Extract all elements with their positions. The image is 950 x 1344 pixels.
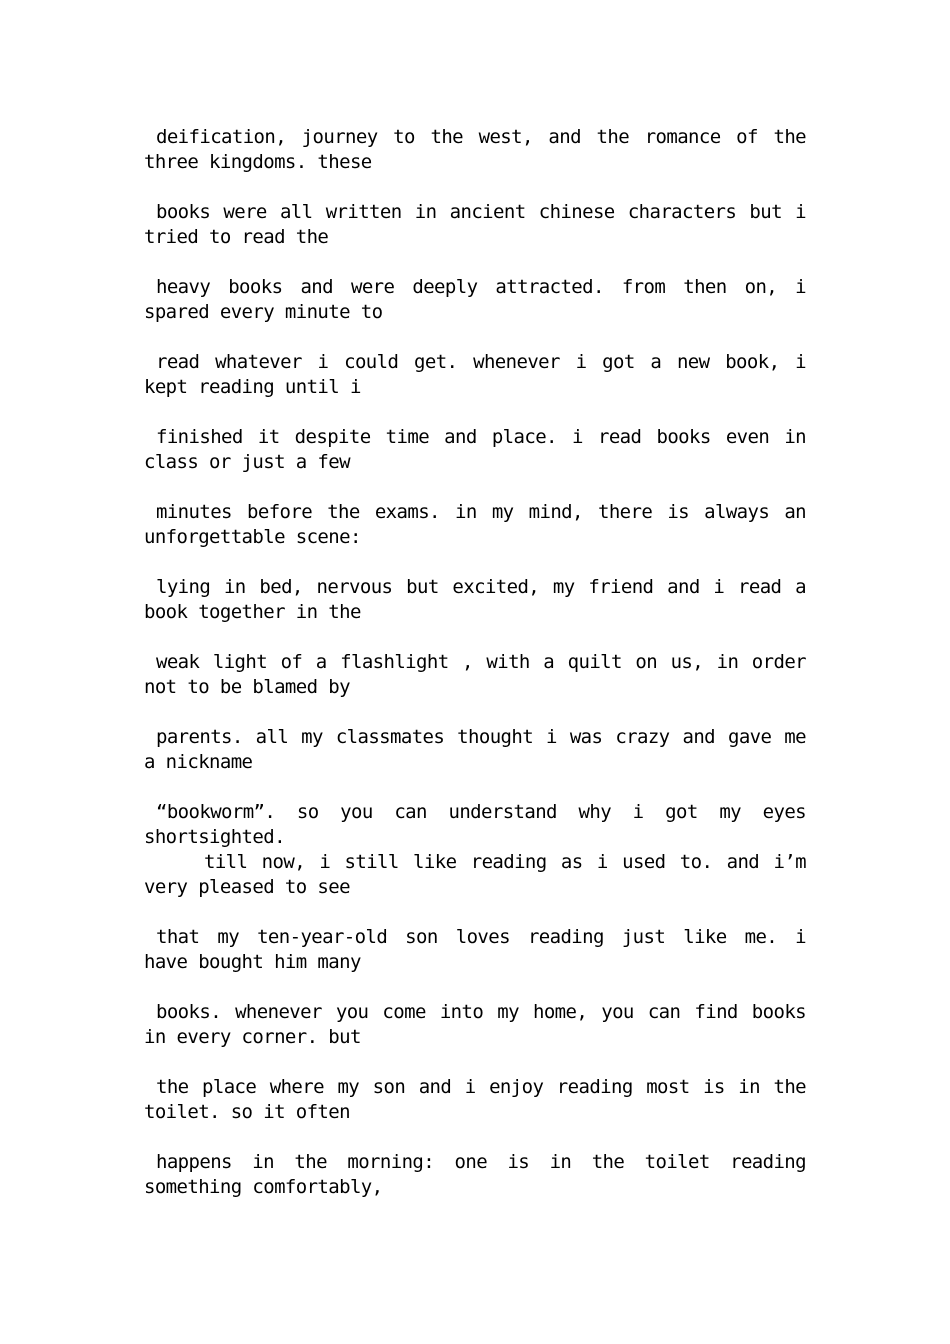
paragraph-15 — [144, 1150, 806, 1200]
paragraph-line: not to be blamed by — [144, 676, 350, 698]
paragraph-line: till now, i still like reading as i used to. and i’m — [204, 851, 806, 873]
paragraph-4 — [144, 350, 806, 400]
paragraph-line: parents. all my classmates thought i was crazy and gave me — [156, 726, 806, 748]
paragraph-line: shortsighted. — [144, 826, 285, 848]
paragraph-13 — [144, 1000, 806, 1050]
paragraph-line: that my ten-year-old son loves reading just like me. i — [156, 926, 806, 948]
paragraph-line: spared every minute to — [144, 301, 383, 323]
paragraph-line: minutes before the exams. in my mind, there is always an — [156, 501, 806, 523]
paragraph-10 — [144, 800, 806, 850]
paragraph-line: the place where my son and i enjoy reading most is in the — [156, 1076, 806, 1098]
paragraph-line: three kingdoms. these — [144, 151, 372, 173]
paragraph-3 — [144, 275, 806, 325]
paragraph-7 — [144, 575, 806, 625]
paragraph-line: finished it despite time and place. i read books even in — [156, 426, 806, 448]
paragraph-line: have bought him many — [144, 951, 361, 973]
paragraph-9 — [144, 725, 806, 775]
paragraph-line: a nickname — [144, 751, 253, 773]
paragraph-line: in every corner. but — [144, 1026, 361, 1048]
paragraph-line: tried to read the — [144, 226, 329, 248]
paragraph-12 — [144, 925, 806, 975]
paragraph-8 — [144, 650, 806, 700]
paragraph-1 — [144, 125, 806, 175]
paragraph-line: unforgettable scene: — [144, 526, 361, 548]
paragraph-line: books. whenever you come into my home, you can find books — [156, 1001, 806, 1023]
paragraph-line: heavy books and were deeply attracted. from then on, i — [156, 276, 806, 298]
paragraph-line: deification, journey to the west, and the romance of the — [156, 126, 806, 148]
paragraph-line: books were all written in ancient chinese characters but i — [156, 201, 806, 223]
paragraph-line: very pleased to see — [144, 876, 350, 898]
paragraph-line: class or just a few — [144, 451, 350, 473]
paragraph-line: weak light of a flashlight , with a quilt on us, in order — [156, 651, 806, 673]
paragraph-line: toilet. so it often — [144, 1101, 350, 1123]
paragraph-11 — [144, 850, 806, 900]
paragraph-line: kept reading until i — [144, 376, 361, 398]
paragraph-line: something comfortably, — [144, 1176, 383, 1198]
paragraph-line: book together in the — [144, 601, 361, 623]
paragraph-14 — [144, 1075, 806, 1125]
paragraph-6 — [144, 500, 806, 550]
paragraph-5 — [144, 425, 806, 475]
paragraph-2 — [144, 200, 806, 250]
paragraph-line: read whatever i could get. whenever i got a new book, i — [156, 351, 806, 373]
paragraph-line: happens in the morning: one is in the toilet reading — [156, 1151, 806, 1173]
paragraph-line: “bookworm”. so you can understand why i got my eyes — [156, 801, 806, 823]
paragraph-line: lying in bed, nervous but excited, my friend and i read a — [156, 576, 806, 598]
document-page — [144, 125, 806, 1225]
